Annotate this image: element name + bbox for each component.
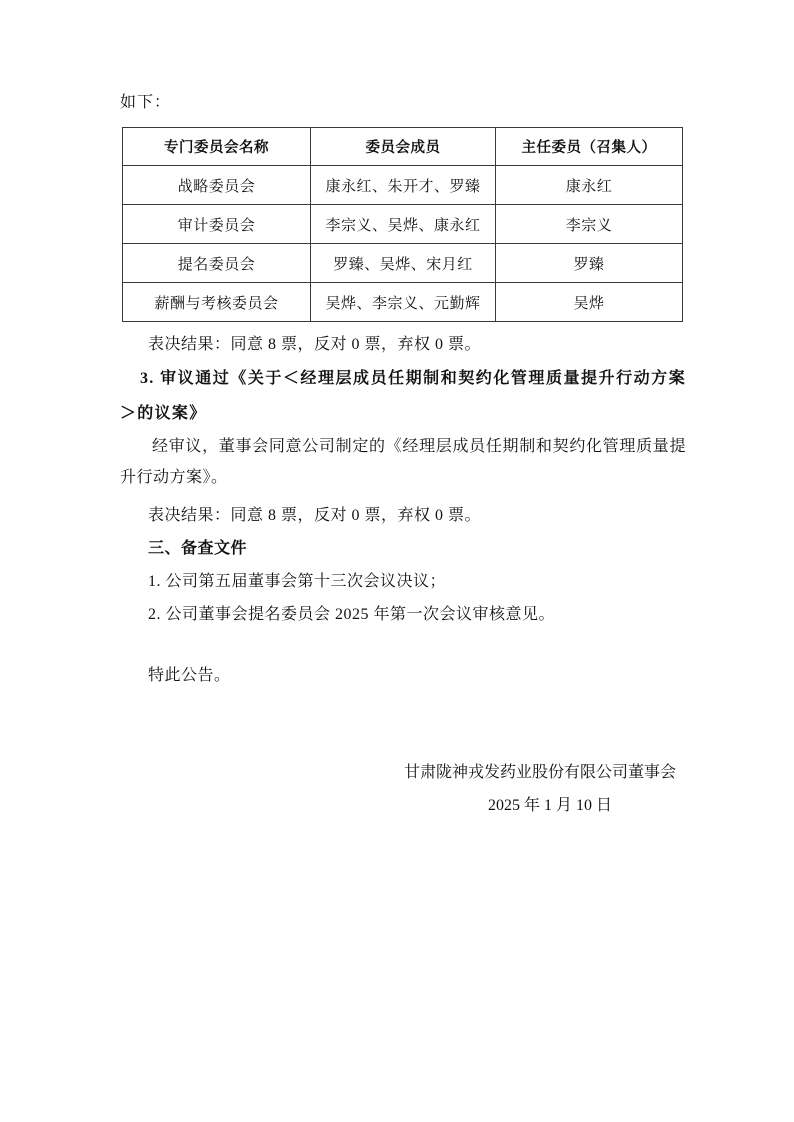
reference-doc-item-2: 2. 公司董事会提名委员会 2025 年第一次会议审核意见。 [148,606,556,623]
vote-result-after-table: 表决结果：同意 8 票，反对 0 票，弃权 0 票。 [148,336,482,353]
cell-committee-name: 提名委员会 [123,244,311,283]
cell-chair: 康永红 [496,166,683,205]
signature-date: 2025 年 1 月 10 日 [487,797,612,814]
item-3-body: 经审议，董事会同意公司制定的《经理层成员任期制和契约化管理质量提升行动方案》。 [120,438,686,486]
signature-company: 甘肃陇神戎发药业股份有限公司董事会 [403,764,676,781]
table-header-committee-name: 专门委员会名称 [123,128,311,166]
cell-committee-name: 审计委员会 [123,205,311,244]
vote-result-item-3: 表决结果：同意 8 票，反对 0 票，弃权 0 票。 [148,507,482,524]
table-row [123,244,683,283]
cell-members: 罗臻、吴烨、宋月红 [311,244,496,283]
cell-chair: 李宗义 [496,205,683,244]
cell-chair: 吴烨 [496,283,683,322]
cell-chair: 罗臻 [496,244,683,283]
cell-members: 康永红、朱开才、罗臻 [311,166,496,205]
reference-doc-item-1: 1. 公司第五届董事会第十三次会议决议； [148,573,447,590]
reference-docs-heading: 三、备查文件 [148,540,248,557]
cell-committee-name: 战略委员会 [123,166,311,205]
table-row [123,283,683,322]
intro-text: 如下： [120,94,172,111]
committee-table [122,127,683,322]
item-3-heading: 3. 审议通过《关于＜经理层成员任期制和契约化管理质量提升行动方案＞的议案》 [120,370,686,422]
cell-members: 吴烨、李宗义、元勤辉 [311,283,496,322]
document-content [120,93,686,822]
closing-statement: 特此公告。 [148,667,231,684]
table-header-row [123,128,683,166]
table-header-members: 委员会成员 [311,128,496,166]
table-row [123,205,683,244]
cell-committee-name: 薪酬与考核委员会 [123,283,311,322]
cell-members: 李宗义、吴烨、康永红 [311,205,496,244]
table-header-chair: 主任委员（召集人） [496,128,683,166]
table-row [123,166,683,205]
